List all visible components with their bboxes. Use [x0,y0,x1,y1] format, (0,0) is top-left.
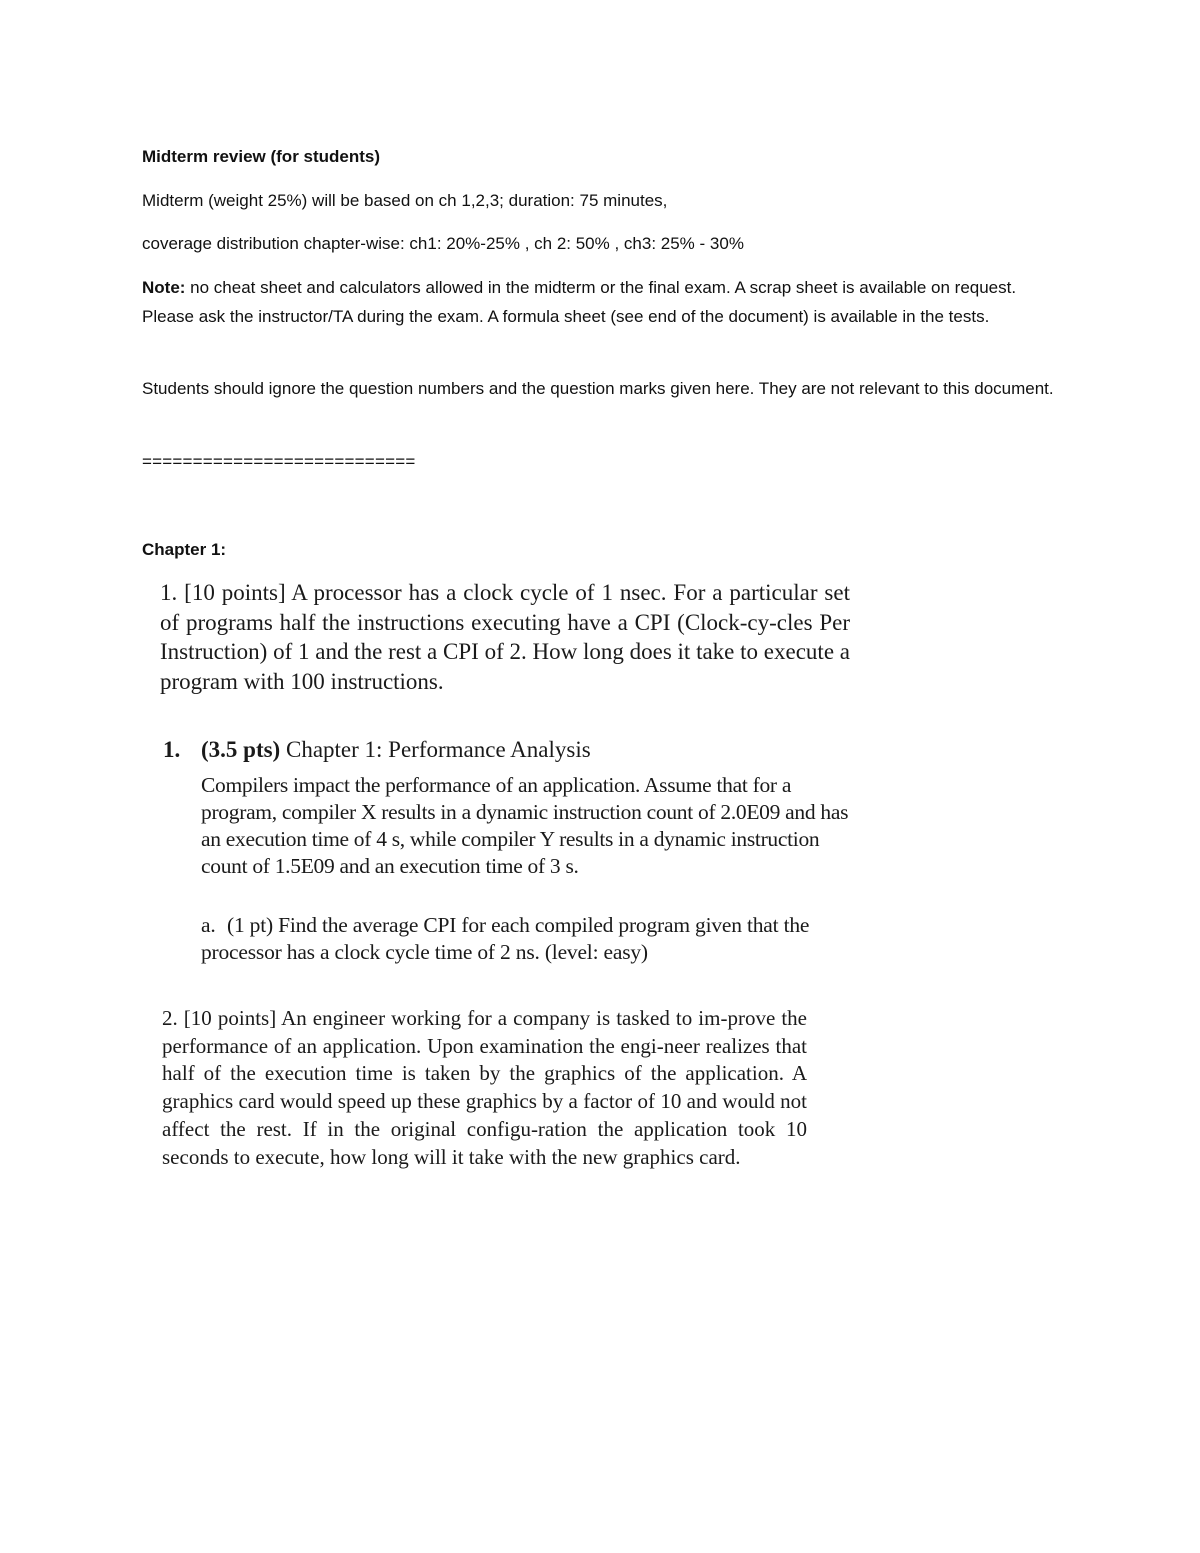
coverage-distribution-line: coverage distribution chapter-wise: ch1: 20%-25% , ch 2: 50% , ch3: 25% - 30% [142,234,744,253]
question-clock-cycle: 1. [10 points] A processor has a clock cycle of 1 nsec. For a particular set of programs half the instructions executing have a CPI (Clock-cy-cles Per Instruction) of 1 and the rest a CPI of 2. How long does it take to execute a program with 100 instructions. [160,580,850,694]
part-a-text: (1 pt) Find the average CPI for each compiled program given that the processor has a clock cycle time of 2 ns. (level: easy) [201,913,810,964]
ignore-numbers-paragraph: Students should ignore the question numbers and the question marks given here. They are not relevant to this document. [142,379,1054,398]
question-points: (3.5 pts) [201,737,281,762]
question-part-a [201,912,851,966]
midterm-info-line: Midterm (weight 25%) will be based on ch 1,2,3; duration: 75 minutes, [142,191,668,210]
question-number: 1. [163,737,181,762]
note-text: no cheat sheet and calculators allowed in the midterm or the final exam. A scrap sheet is available on request. Please ask the instructor/TA during the exam. A formula sheet (see end of the document) is available in the tests. [142,278,1017,326]
note-label: Note: [142,278,186,297]
note-paragraph [142,273,1072,331]
chapter-heading: Chapter 1: [142,540,227,559]
part-a-label: a. [201,913,216,937]
separator-line: =========================== [142,452,416,471]
question-graphics-card: 2. [10 points] An engineer working for a company is tasked to im-prove the performance of an application. Upon examination the engi-neer realizes that half of the execution time is taken by the graphics of the application. A graphics card would speed up these graphics by a factor of 10 and would not affect the rest. If in the original configu-ration the application took 10 seconds to execute, how long will it take with the new graphics card. [162,1006,807,1169]
question-topic: Chapter 1: Performance Analysis [280,737,591,762]
question-compilers-body: Compilers impact the performance of an application. Assume that for a program, compiler X results in a dynamic instruction count of 2.0E09 and has an execution time of 4 s, while compiler Y results in a dynamic instruction count of 1.5E09 and an execution time of 3 s. [201,773,849,878]
question-performance-analysis-heading [163,735,591,765]
document-title: Midterm review (for students) [142,147,381,166]
